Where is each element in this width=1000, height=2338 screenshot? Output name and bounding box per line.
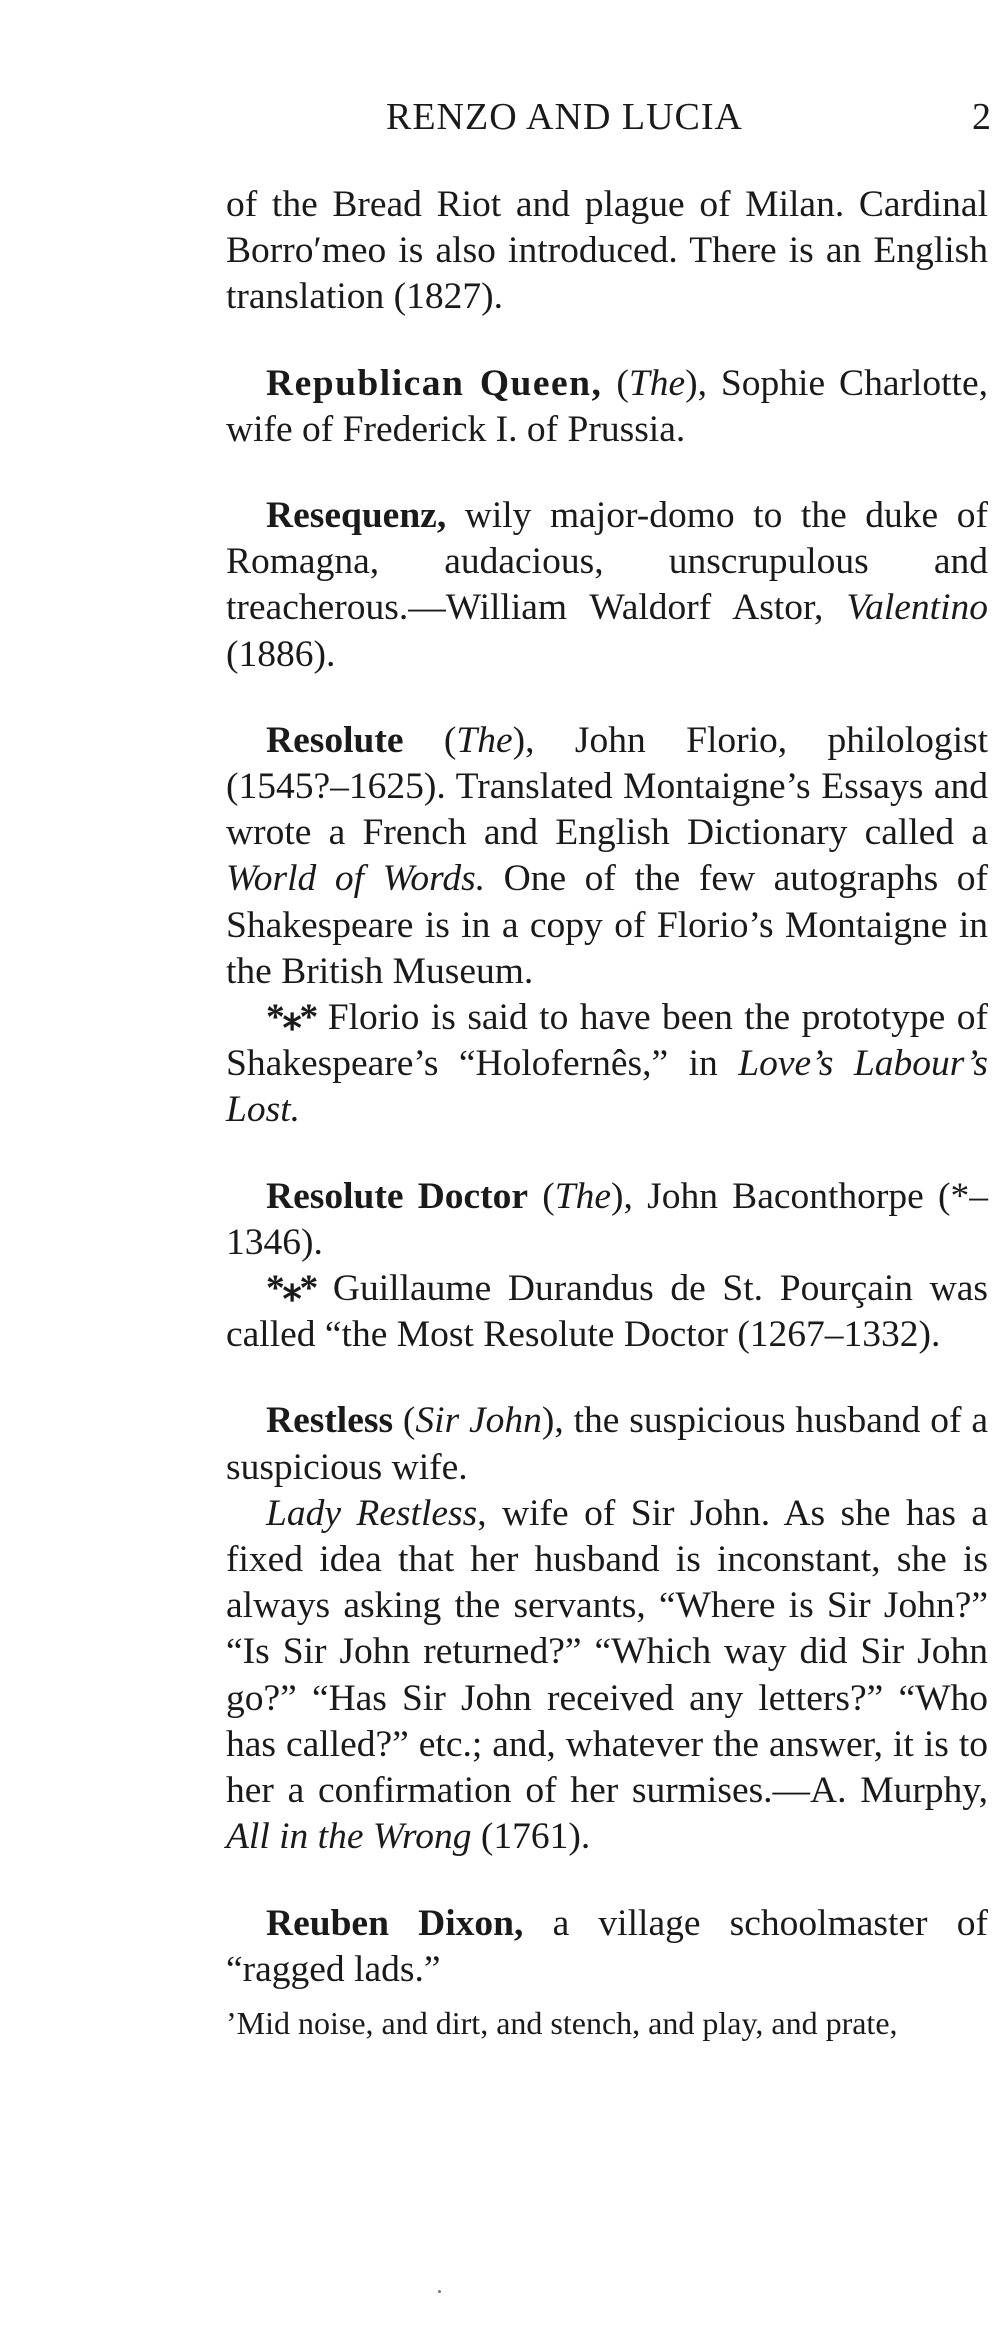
asterism-mark: *⁎*: [266, 997, 317, 1039]
headword: Reuben Dixon,: [266, 1902, 524, 1944]
entry-text: ), Sophie Charlotte, wife of Frederick I. of Prussia.: [226, 362, 988, 450]
article: The: [628, 362, 686, 404]
work-title: World of Words.: [226, 858, 486, 900]
headword: Resequenz,: [266, 495, 447, 537]
entry-restless: Restless (Sir John), the suspicious husband of a suspicious wife. Lady Restless, wife of Sir John. As she has a fixed idea that her husband is inconstant, she is always asking the servants, “Where is Sir John?” “Is Sir John returned?” “Which way did Sir John go?” “Has Sir John received any letters?” “Who has called?” etc.; and, whatever the answer, it is to her a confirmation of her surmises.—A. Murphy, All in the Wrong (1761).: [226, 1398, 988, 1860]
entry-text-continued: One of the few autographs of Shakespeare is in a copy of Florio’s Montaigne in the British Museum.: [226, 858, 988, 992]
entry-text: a village schoolmaster of “ragged lads.”: [226, 1902, 988, 1990]
entry-text: of the Bread Riot and plague of Milan. Cardinal Borro′meo is also introduced. There is an English translation (1827).: [226, 184, 988, 318]
article: The: [554, 1175, 612, 1217]
entry-reuben-dixon: [226, 1901, 988, 2043]
text-column: [226, 182, 988, 2083]
asterism-mark: *⁎*: [266, 1268, 317, 1310]
entry-resolute-doctor: Resolute Doctor (The), John Baconthorpe (*–1346). *⁎* Guillaume Durandus de St. Pourçain was called “the Most Resolute Doctor (1267–1332).: [226, 1174, 988, 1359]
work-title: Valentino: [846, 587, 988, 629]
headword: Resolute Doctor: [266, 1175, 529, 1217]
entry-republican-queen: Republican Queen, (The), Sophie Charlotte, wife of Frederick I. of Prussia.: [226, 362, 988, 450]
entry-text: , wife of Sir John. As she has a fixed idea that her husband is inconstant, she is always asking the servants, “Where is Sir John?” “Is Sir John returned?” “Which way did Sir John go?” “Has Sir John received any letters?” “Who has called?” etc.; and, whatever the answer, it is to her a confirmation of her surmises.—A. Murphy,: [226, 1492, 988, 1812]
running-head-title: RENZO AND LUCIA: [386, 96, 743, 138]
character-name: Lady Restless: [266, 1492, 478, 1534]
headword: Restless: [266, 1400, 394, 1442]
work-title: Love’s Labour’s Lost.: [226, 1043, 988, 1131]
verse-quotation: ’Mid noise, and dirt, and stench, and play, and prate,: [226, 2004, 898, 2041]
entry-year: (1886).: [226, 633, 336, 675]
entry-resequenz: [226, 493, 988, 678]
entry-text: ), the suspicious husband of a suspicious wife.: [226, 1400, 988, 1488]
headword: Resolute: [266, 719, 404, 761]
note-text: Guillaume Durandus de St. Pourçain was called “the Most Resolute Doctor (1267–1332).: [226, 1268, 988, 1356]
article: The: [456, 719, 513, 761]
running-head: [0, 95, 1000, 145]
entry-text: ), John Florio, philologist (1545?–1625). Translated Montaigne’s Essays and wrote a French and English Dictionary called a: [226, 719, 988, 854]
note-text: Florio is said to have been the prototype of Shakespeare’s “Holofernês,” in: [226, 997, 988, 1085]
page-number: 2: [972, 96, 991, 138]
character-name: Sir John: [415, 1400, 542, 1442]
entry-resolute: Resolute (The), John Florio, philologist (1545?–1625). Translated Montaigne’s Essays and wrote a French and English Dictionary called a World of Words. One of the few autographs of Shakespeare is in a copy of Florio’s Montaigne in the British Museum. *⁎* Florio is said to have been the prototype of Shakespeare’s “Holofernês,” in Love’s Labour’s Lost.: [226, 718, 988, 1134]
entry-subentry: [226, 1491, 988, 1861]
entry-renzo-continuation: [226, 182, 988, 321]
work-title: All in the Wrong: [226, 1816, 472, 1858]
entry-year: (1761).: [471, 1816, 591, 1858]
entry-text: ), John Baconthorpe (*–1346).: [226, 1175, 988, 1263]
entry-note: [226, 995, 988, 1134]
print-speck: [438, 2290, 441, 2293]
entry-text: wily major-domo to the duke of Romagna, audacious, unscrupulous and treacherous.—William Waldorf Astor,: [226, 495, 988, 629]
entry-note: [226, 1266, 988, 1358]
headword: Republican Queen,: [266, 362, 603, 404]
